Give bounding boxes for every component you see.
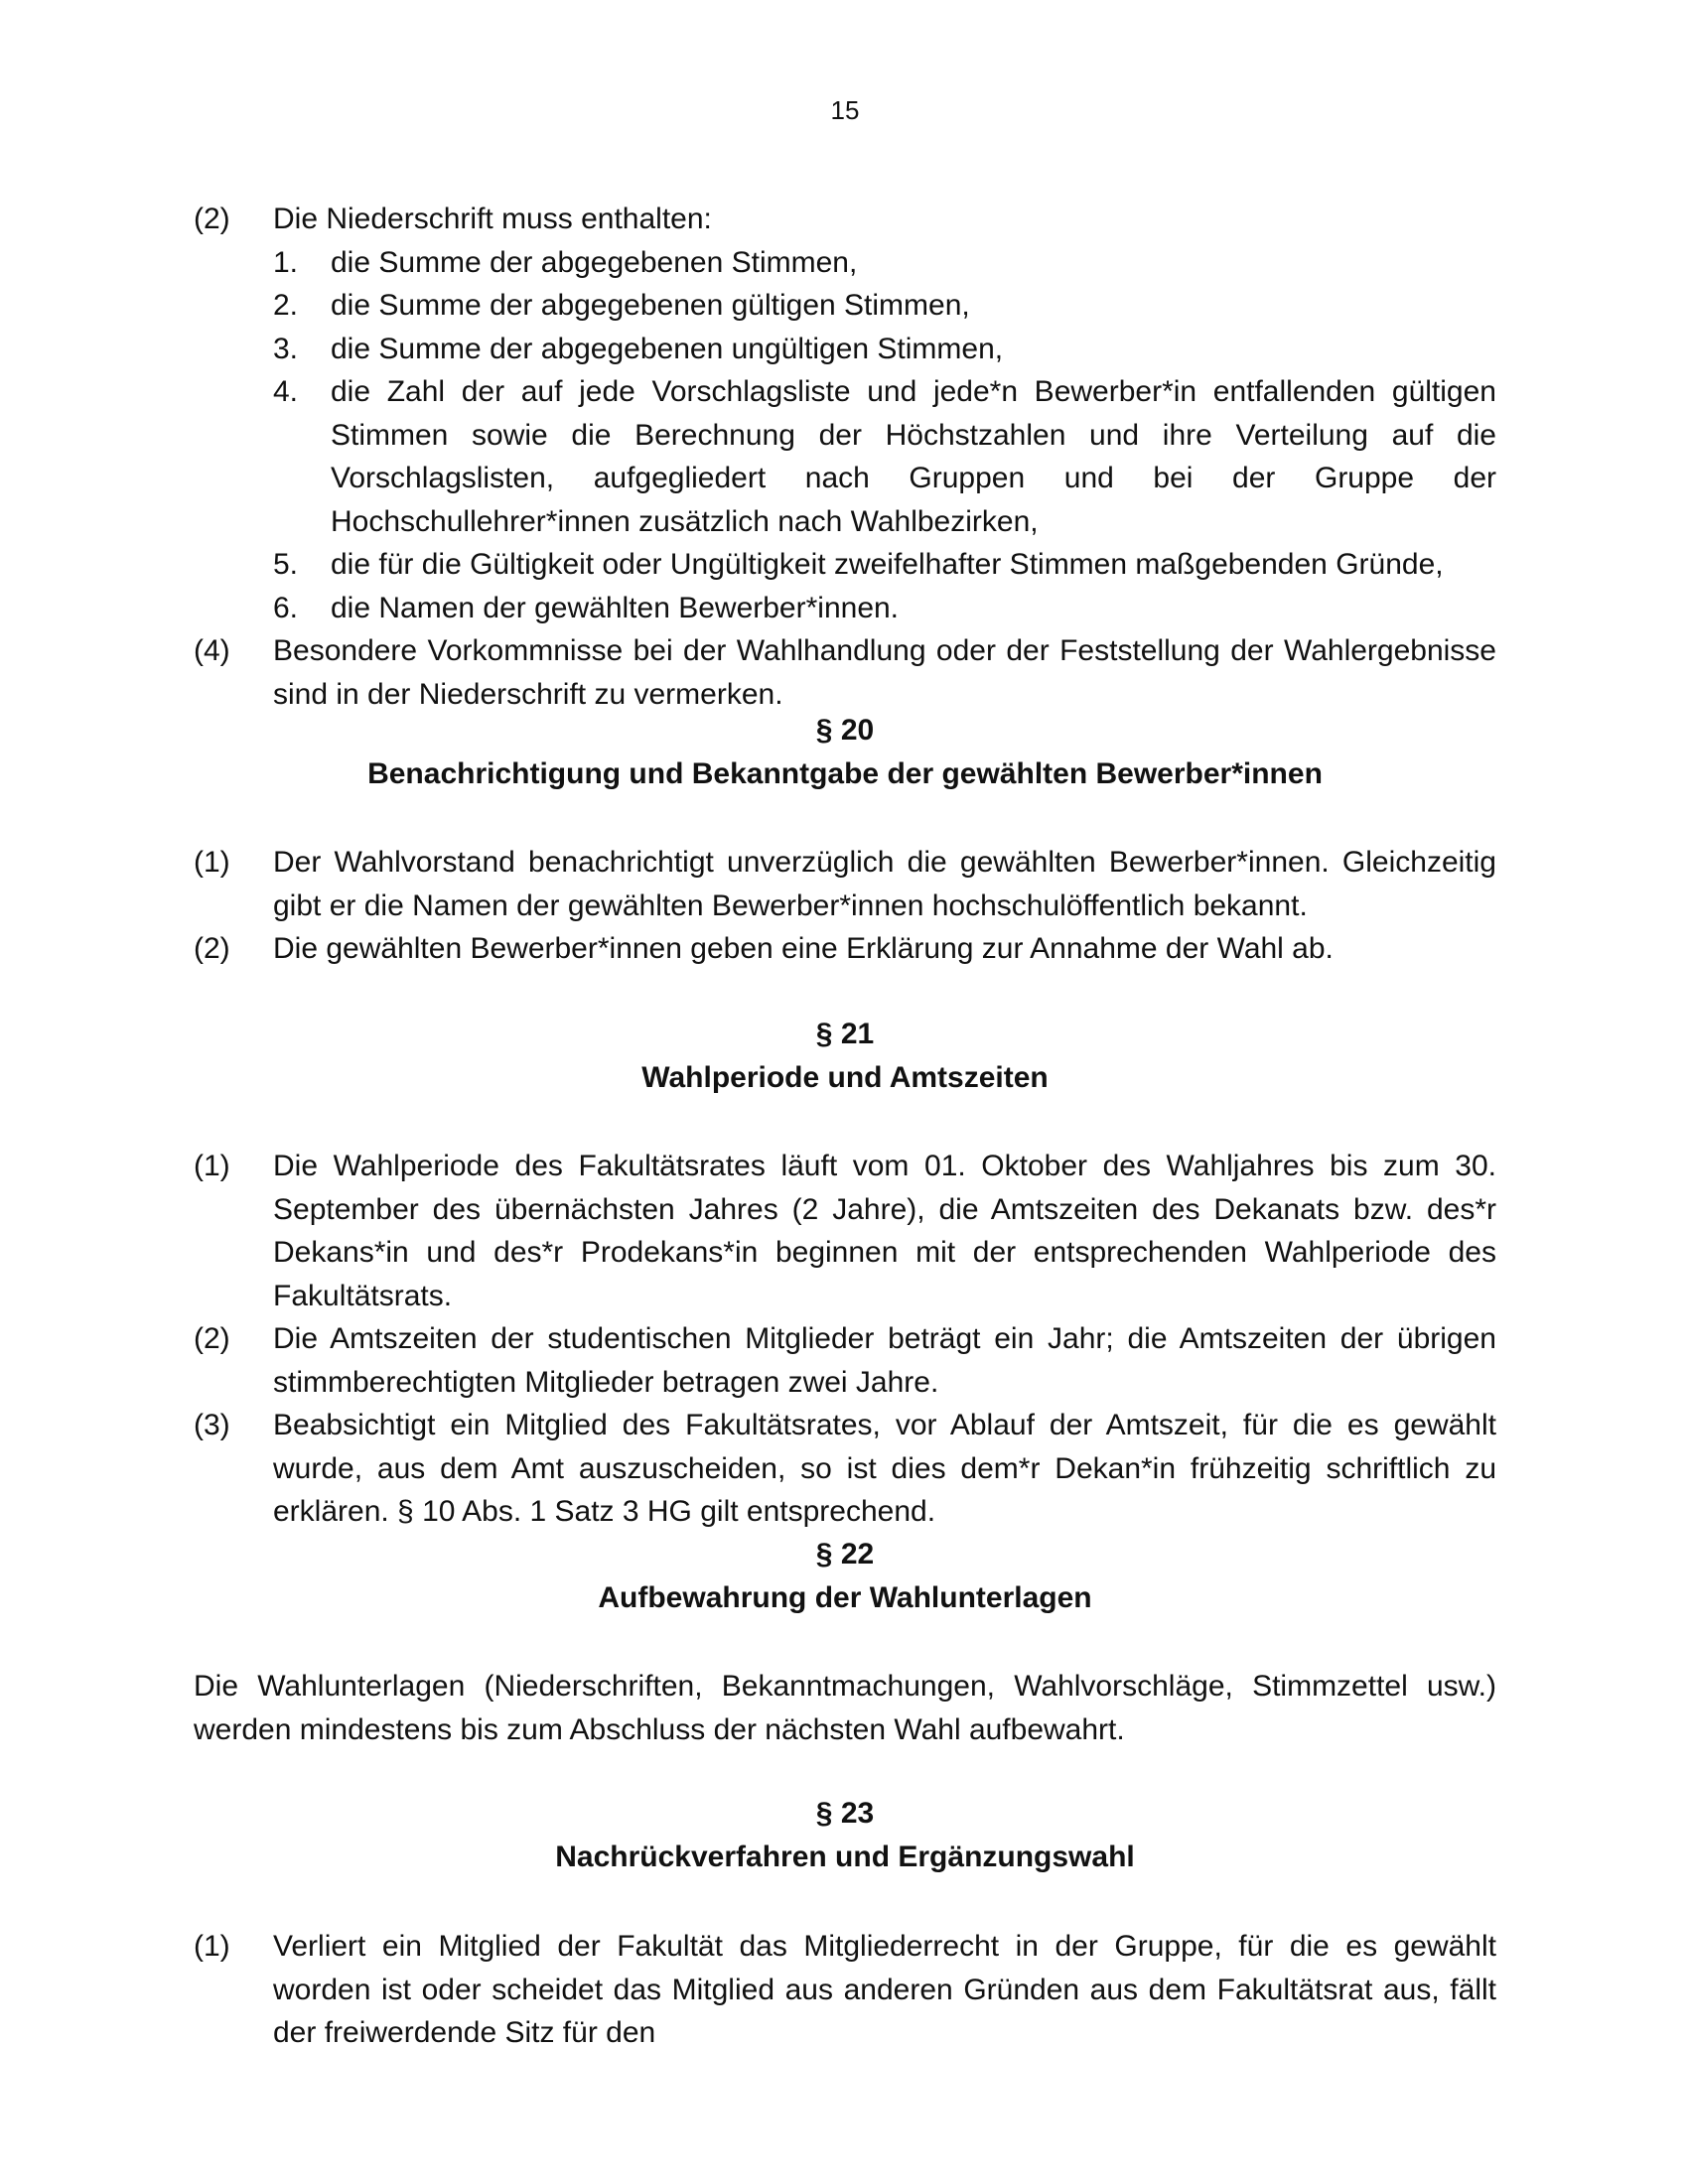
list-item	[273, 587, 1496, 630]
list-item-number: 4.	[273, 375, 299, 408]
list-item-number: 1.	[273, 245, 299, 279]
section-23-body	[194, 1925, 1496, 2055]
section19-paragraph-2	[194, 198, 1496, 716]
list-item	[273, 370, 1496, 543]
paragraph-text: Besondere Vorkommnisse bei der Wahlhandlung oder der Feststellung der Wahlergebnisse sind in der Niederschrift zu vermerken.	[273, 634, 1496, 711]
list-item-text: die Summe der abgegebenen Stimmen,	[331, 245, 858, 279]
paragraph-number: (1)	[194, 1150, 230, 1182]
section-title: Nachrückverfahren und Ergänzungswahl	[555, 1841, 1135, 1873]
paragraph-number: (1)	[194, 1930, 230, 1963]
section-title: Wahlperiode und Amtszeiten	[641, 1061, 1049, 1094]
paragraph-number: (2)	[194, 1322, 230, 1355]
list-item-number: 5.	[273, 548, 299, 581]
section-22-text: Die Wahlunterlagen (Niederschriften, Bekanntmachungen, Wahlvorschläge, Stimmzettel usw.) werden mindestens bis zum Abschluss der nächsten Wahl aufbewahrt.	[194, 1670, 1496, 1746]
list-item-text: die Namen der gewählten Bewerber*innen.	[331, 591, 900, 624]
section19-paragraph-4	[194, 629, 1496, 716]
list-item-number: 2.	[273, 289, 299, 322]
section-number: § 23	[815, 1797, 875, 1830]
list-item-text: die Zahl der auf jede Vorschlagsliste und jede*n Bewerber*in entfallenden gültigen Stimmen sowie die Berechnung der Höchstzahlen und ihre Verteilung auf die Vorschlagslisten, aufgegliedert nach Gruppen und bei der Gruppe der Hochschullehrer*innen zusätzlich nach Wahlbezirken,	[331, 375, 1496, 538]
document-page	[194, 0, 1496, 2184]
section-23-heading	[194, 1792, 1496, 1879]
paragraph-number: (2)	[194, 932, 230, 965]
paragraph-text: Verliert ein Mitglied der Fakultät das Mitgliederrecht in der Gruppe, für die es gewählt worden ist oder scheidet das Mitglied aus anderen Gründen aus dem Fakultätsrat aus, fällt der freiwerdende Sitz für den	[273, 1930, 1496, 2049]
section-21-heading	[194, 1013, 1496, 1100]
section-number: § 20	[815, 714, 875, 747]
paragraph-text: Beabsichtigt ein Mitglied des Fakultätsrates, vor Ablauf der Amtszeit, für die es gewählt wurde, aus dem Amt auszuscheiden, so ist dies dem*r Dekan*in frühzeitig schriftlich zu erklären. § 10 Abs. 1 Satz 3 HG gilt entsprechend.	[273, 1409, 1496, 1528]
paragraph-number: (3)	[194, 1409, 230, 1441]
list-item-number: 3.	[273, 332, 299, 365]
paragraph	[194, 927, 1496, 971]
list-item	[273, 328, 1496, 371]
page-number: 15	[830, 95, 860, 125]
paragraph	[194, 1145, 1496, 1317]
paragraph-text: Die gewählten Bewerber*innen geben eine Erklärung zur Annahme der Wahl ab.	[273, 932, 1334, 965]
section-title: Aufbewahrung der Wahlunterlagen	[598, 1581, 1092, 1614]
section-20-heading	[194, 709, 1496, 796]
paragraph-text: Die Niederschrift muss enthalten:	[273, 203, 712, 235]
list-item-number: 6.	[273, 591, 299, 624]
paragraph-text: Der Wahlvorstand benachrichtigt unverzüglich die gewählten Bewerber*innen. Gleichzeitig gibt er die Namen der gewählten Bewerber*innen hochschulöffentlich bekannt.	[273, 846, 1496, 922]
list-item-text: die Summe der abgegebenen ungültigen Stimmen,	[331, 332, 1004, 365]
paragraph	[194, 841, 1496, 927]
section-22-heading	[194, 1533, 1496, 1620]
paragraph-number: (2)	[194, 203, 230, 235]
section-number: § 21	[815, 1018, 875, 1050]
section-title: Benachrichtigung und Bekanntgabe der gewählten Bewerber*innen	[367, 757, 1323, 790]
paragraph	[194, 1925, 1496, 2055]
list-item	[273, 543, 1496, 587]
section-number: § 22	[815, 1538, 875, 1570]
paragraph	[194, 1317, 1496, 1404]
paragraph-text: Die Amtszeiten der studentischen Mitglieder beträgt ein Jahr; die Amtszeiten der übrigen stimmberechtigten Mitglieder betragen zwei Jahre.	[273, 1322, 1496, 1399]
list-item	[273, 241, 1496, 285]
section-20-body	[194, 841, 1496, 971]
list-item-text: die Summe der abgegebenen gültigen Stimmen,	[331, 289, 970, 322]
list-item	[273, 284, 1496, 328]
paragraph-number: (4)	[194, 634, 230, 667]
paragraph	[194, 1404, 1496, 1534]
paragraph-text: Die Wahlperiode des Fakultätsrates läuft vom 01. Oktober des Wahljahres bis zum 30. September des übernächsten Jahres (2 Jahre), die Amtszeiten des Dekanats bzw. des*r Dekans*in und des*r Prodekans*in beginnen mit der entsprechenden Wahlperiode des Fakultätsrats.	[273, 1150, 1496, 1312]
paragraph-number: (1)	[194, 846, 230, 879]
section-21-body	[194, 1145, 1496, 1534]
list-item-text: die für die Gültigkeit oder Ungültigkeit zweifelhafter Stimmen maßgebenden Gründe,	[331, 548, 1444, 581]
